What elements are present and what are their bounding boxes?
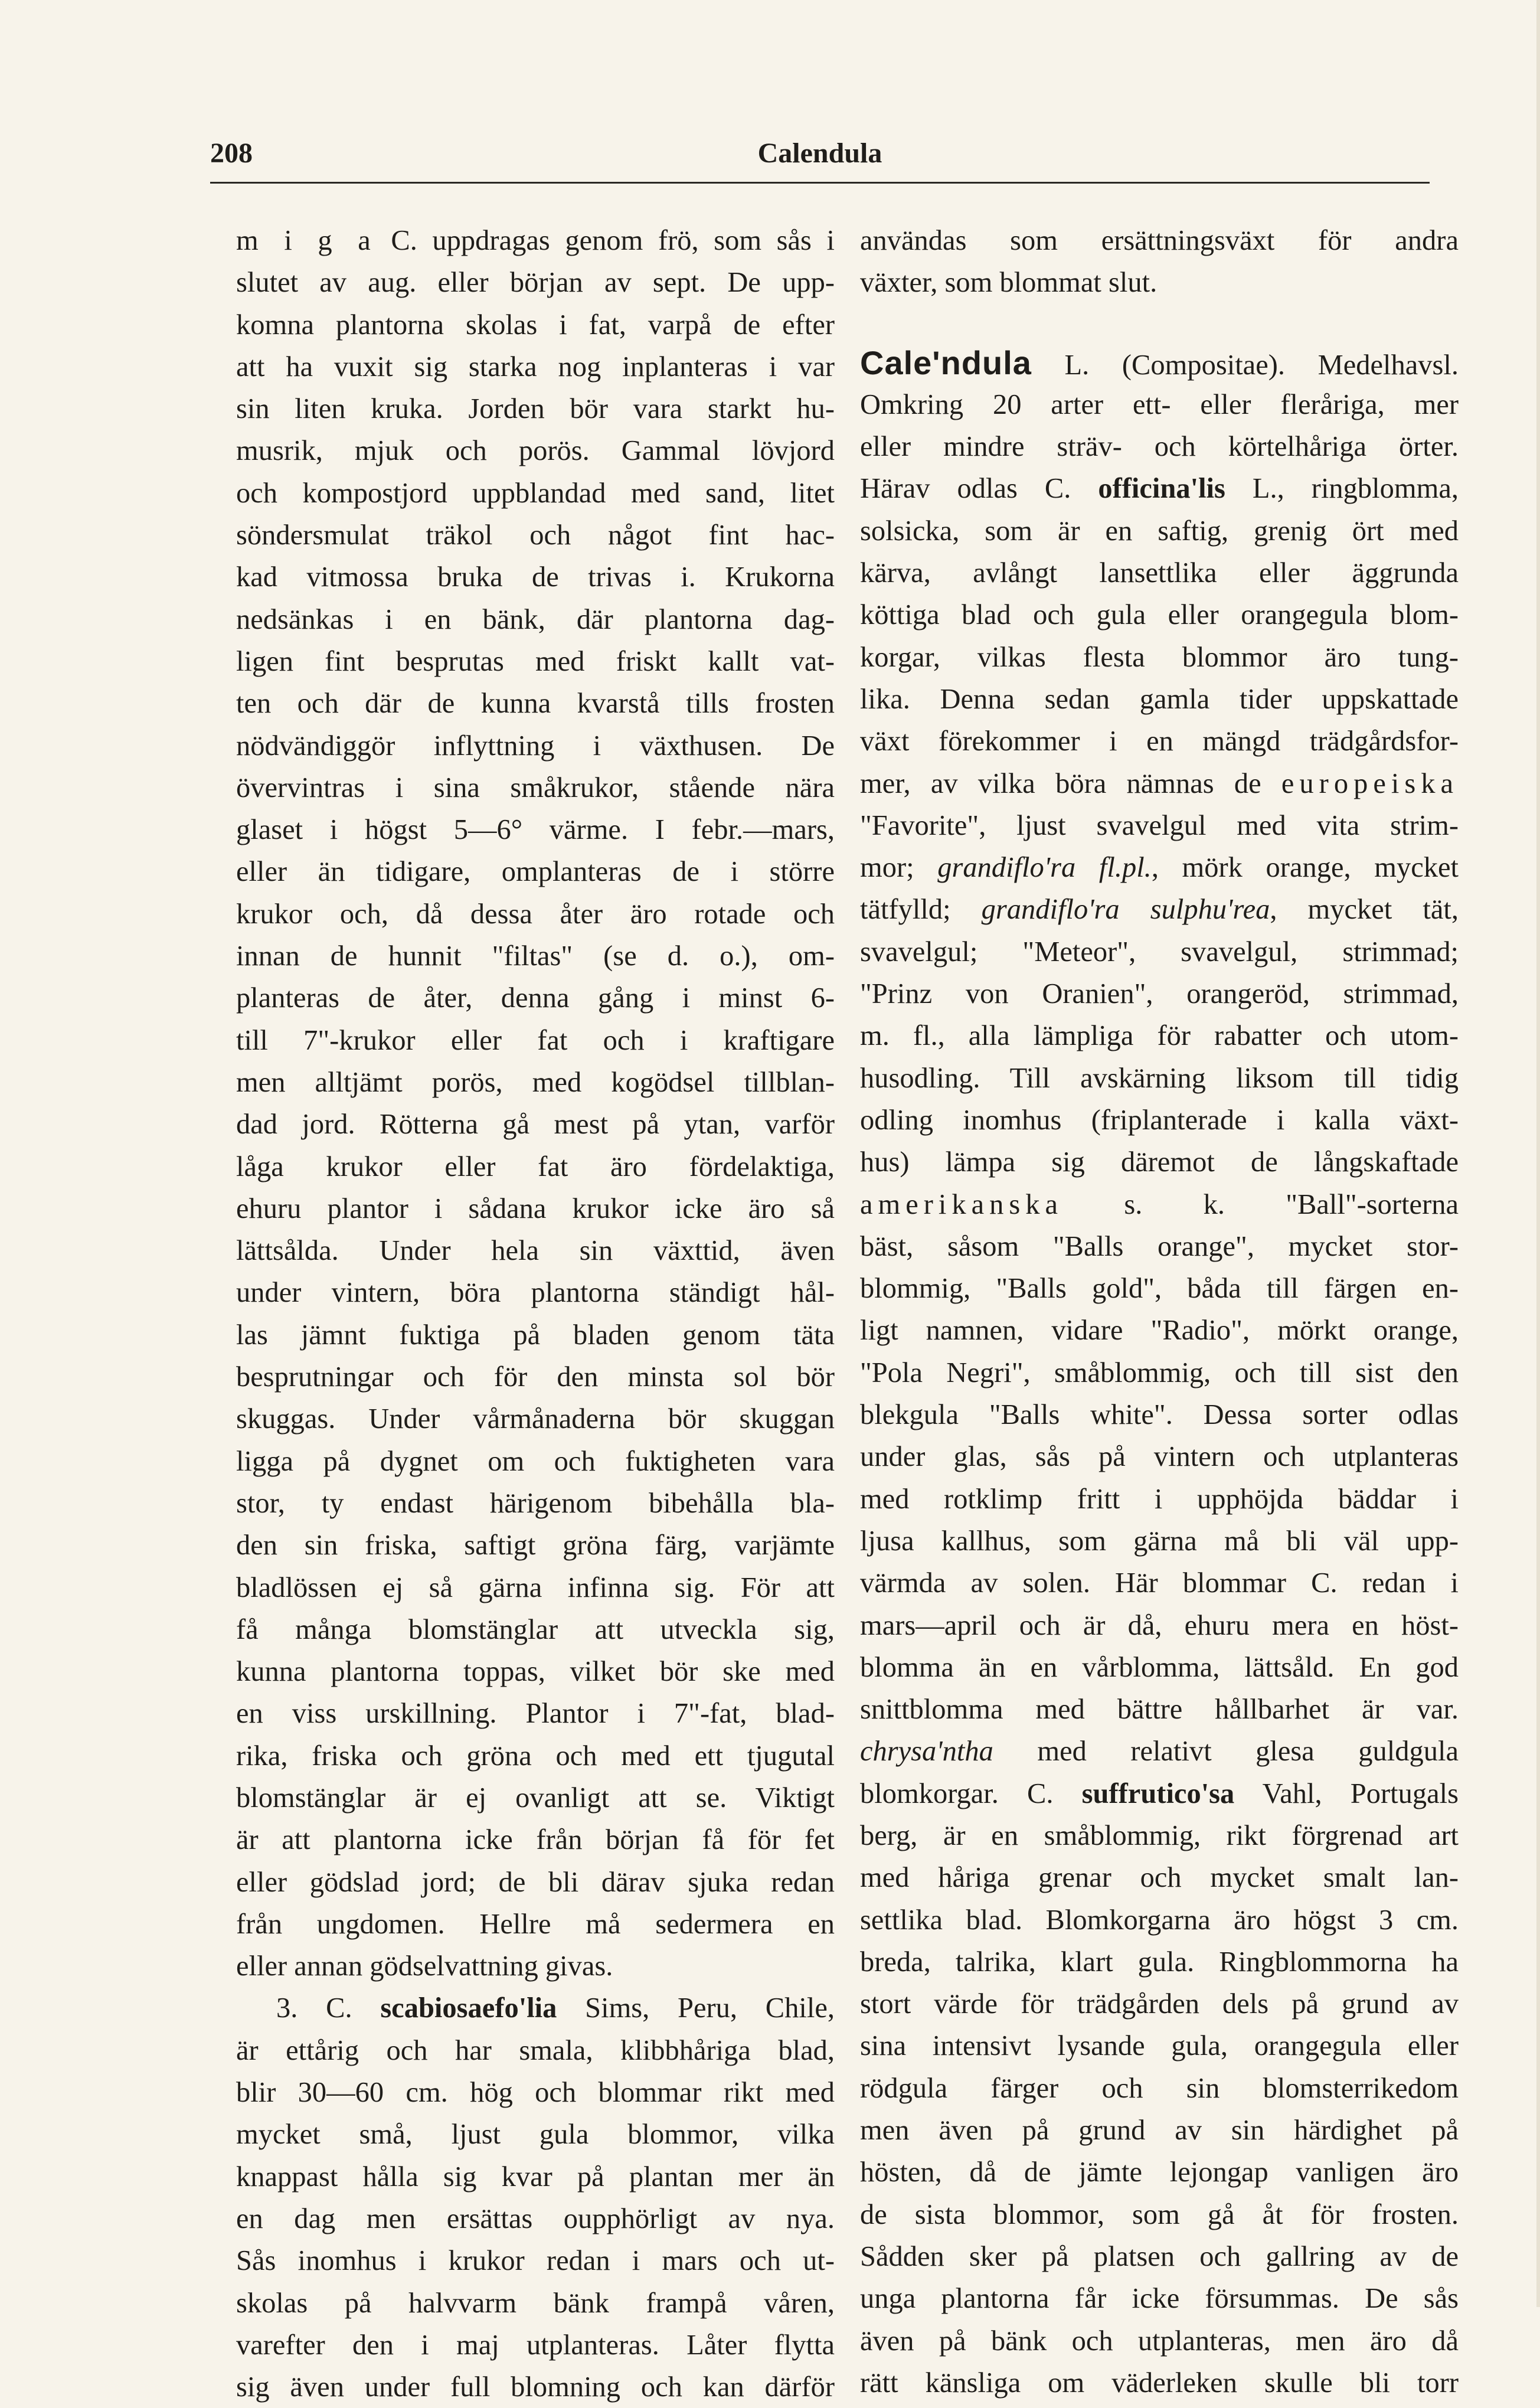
text-line: hus) lämpa sig däremot de långskaftade — [860, 1146, 1459, 1178]
text-line: söndersmulat träkol och något fint hac- — [236, 519, 835, 551]
text-line: den sin friska, saftigt gröna färg, varjämte — [236, 1530, 835, 1561]
text-line: blekgula "Balls white". Dessa sorter odlas — [860, 1399, 1459, 1431]
text-line: få många blomstänglar att utveckla sig, — [236, 1613, 835, 1645]
text-line: är att plantorna icke från början få för fet — [236, 1824, 835, 1856]
text-span: C. uppdragas genom frö, som sås i — [375, 225, 835, 256]
text-span: med relativt glesa guldgula — [993, 1736, 1459, 1767]
text-line: musrik, mjuk och porös. Gammal lövjord — [236, 435, 835, 467]
text-line: husodling. Till avskärning liksom till tidig — [860, 1062, 1459, 1094]
cultivar-name: grandiflo'ra fl.pl. — [937, 852, 1152, 884]
text-line: kad vitmossa bruka de trivas i. Krukorna — [236, 561, 835, 593]
text-line: Omkring 20 arter ett- eller fleråriga, mer — [860, 388, 1459, 420]
text-line: besprutningar och för den minsta sol bör — [236, 1361, 835, 1393]
species-name: scabiosaefo'lia — [380, 1992, 557, 2024]
text-line: mycket små, ljust gula blommor, vilka — [236, 2119, 835, 2151]
text-line: ten och där de kunna kvarstå tills frosten — [236, 688, 835, 720]
text-line: växt förekommer i en mängd trädgårdsfor- — [860, 726, 1459, 757]
text-line: Sådden sker på platsen och gallring av de — [860, 2240, 1459, 2272]
text-line: rödgula färger och sin blomsterrikedom — [860, 2072, 1459, 2104]
text-line: varefter den i maj utplanteras. Låter flytta — [236, 2329, 835, 2361]
text-line: blomstänglar är ej ovanligt att se. Viktigt — [236, 1782, 835, 1814]
text-line: sina intensivt lysande gula, orangegula eller — [860, 2030, 1459, 2062]
text-span: mor; — [860, 852, 938, 884]
right-column — [860, 220, 1459, 2399]
page-header — [210, 137, 1430, 185]
text-line: planteras de åter, denna gång i minst 6- — [236, 982, 835, 1014]
page-number: 208 — [210, 138, 253, 169]
text-line — [860, 763, 1459, 805]
text-line: ligen fint besprutas med friskt kallt vat- — [236, 645, 835, 677]
genus-name: Cale'ndula — [860, 344, 1032, 381]
text-line — [860, 847, 1459, 888]
text-line: "Pola Negri", småblommig, och till sist den — [860, 1357, 1459, 1388]
text-line: eller gödslad jord; de bli därav sjuka redan — [236, 1866, 835, 1898]
spaced-word: europeiska — [1281, 767, 1459, 799]
text-line: de sista blommor, som gå åt för frosten. — [860, 2198, 1459, 2230]
text-line: till 7"-krukor eller fat och i kraftigare — [236, 1024, 835, 1056]
text-line: nedsänkas i en bänk, där plantorna dag- — [236, 603, 835, 635]
running-head: Calendula — [757, 138, 882, 169]
text-line: sin liten kruka. Jorden bör vara starkt hu- — [236, 393, 835, 425]
text-line: bäst, såsom "Balls orange", mycket stor- — [860, 1230, 1459, 1262]
text-span: L., ringblomma, — [1225, 473, 1459, 505]
text-line: rätt känsliga om väderleken skulle bli torr — [860, 2367, 1459, 2399]
text-line: "Prinz von Oranien", orangeröd, strimmad, — [860, 978, 1459, 1010]
text-line: solsicka, som är en saftig, grenig ört med — [860, 515, 1459, 547]
text-line: en dag men ersättas oupphörligt av nya. — [236, 2203, 835, 2234]
text-line: knappast hålla sig kvar på plantan mer än — [236, 2161, 835, 2193]
text-line: eller än tidigare, omplanteras de i större — [236, 856, 835, 888]
text-line: med håriga grenar och mycket smalt lan- — [860, 1862, 1459, 1894]
text-line: nödvändiggör inflyttning i växthusen. De — [236, 730, 835, 762]
text-line: under glas, sås på vintern och utplanteras — [860, 1441, 1459, 1473]
text-line: växter, som blommat slut. — [860, 267, 1158, 299]
text-span: tätfylld; — [860, 894, 982, 926]
text-line: övervintras i sina småkrukor, stående nära — [236, 772, 835, 803]
text-span: , mörk orange, mycket — [1151, 852, 1459, 884]
text-line: bladlössen ej så gärna infinna sig. För att — [236, 1571, 835, 1603]
text-line: lika. Denna sedan gamla tider uppskattade — [860, 683, 1459, 715]
text-span: mer, av vilka böra nämnas de — [860, 767, 1281, 799]
species-name: officina'lis — [1098, 473, 1225, 505]
text-line: användas som ersättningsväxt för andra — [860, 225, 1459, 256]
text-line: eller mindre sträv- och körtelhåriga örter. — [860, 431, 1459, 463]
text-line: blomma än en vårblomma, lättsåld. En god — [860, 1651, 1459, 1683]
text-line: ljusa kallhus, som gärna må bli väl upp- — [860, 1525, 1459, 1557]
text-line: eller annan gödselvattning givas. — [236, 1950, 613, 1982]
text-span: Härav odlas C. — [860, 473, 1098, 505]
text-line — [860, 888, 1459, 930]
text-line: svavelgul; "Meteor", svavelgul, strimmad; — [860, 936, 1459, 968]
text-span: 3. C. — [276, 1992, 381, 2024]
species-name: suffrutico'sa — [1081, 1778, 1235, 1809]
text-line: ligga på dygnet om och fuktigheten vara — [236, 1445, 835, 1477]
text-span: , mycket tät, — [1270, 894, 1459, 926]
text-line: innan de hunnit "filtas" (se d. o.), om- — [236, 940, 835, 972]
text-line: berg, är en småblommig, rikt förgrenad art — [860, 1819, 1459, 1851]
text-line: från ungdomen. Hellre må sedermera en — [236, 1908, 835, 1940]
text-line: lättsålda. Under hela sin växttid, även — [236, 1235, 835, 1267]
text-line: med rotklimp fritt i upphöjda bäddar i — [860, 1483, 1459, 1515]
text-span: Sims, Peru, Chile, — [557, 1992, 835, 2024]
text-line: "Favorite", ljust svavelgul med vita strim- — [860, 809, 1459, 841]
text-line: krukor och, då dessa åter äro rotade och — [236, 898, 835, 930]
text-line: är ettårig och har smala, klibbhåriga blad, — [236, 2034, 835, 2066]
text-span: s. k. "Ball"-sorterna — [1063, 1188, 1459, 1220]
text-line: dad jord. Rötterna gå mest på ytan, varför — [236, 1109, 835, 1141]
text-line: stor, ty endast härigenom bibehålla bla- — [236, 1487, 835, 1519]
text-line: skuggas. Under vårmånaderna bör skuggan — [236, 1403, 835, 1435]
text-line: låga krukor eller fat äro fördelaktiga, — [236, 1151, 835, 1182]
text-line: köttiga blad och gula eller orangegula blom- — [860, 599, 1459, 631]
text-line: snittblomma med bättre hållbarhet är var. — [860, 1694, 1459, 1726]
text-line: värmda av solen. Här blommar C. redan i — [860, 1567, 1459, 1599]
page-edge — [1536, 0, 1540, 2307]
text-line: breda, talrika, klart gula. Ringblommorna ha — [860, 1946, 1459, 1978]
text-line: kunna plantorna toppas, vilket bör ske med — [236, 1656, 835, 1688]
cultivar-name: grandiflo'ra sulphu'rea — [981, 894, 1270, 926]
text-line: las jämnt fuktiga på bladen genom täta — [236, 1319, 835, 1351]
text-line: att ha vuxit sig starka nog inplanteras i var — [236, 351, 835, 383]
species-heading-line — [236, 1987, 835, 2029]
text-line: även på bänk och utplanteras, men äro då — [860, 2325, 1459, 2357]
text-line: glaset i högst 5—6° värme. I febr.—mars, — [236, 814, 835, 846]
text-line: Sås inomhus i krukor redan i mars och ut- — [236, 2245, 835, 2277]
text-line: ligt namnen, vidare "Radio", mörkt orange, — [860, 1315, 1459, 1347]
text-line: sig även under full blomning och kan därför — [236, 2371, 835, 2403]
text-span: Vahl, Portugals — [1234, 1778, 1459, 1809]
text-line: m. fl., alla lämpliga för rabatter och utom- — [860, 1020, 1459, 1052]
spaced-word: amerikanska — [860, 1188, 1064, 1220]
genus-heading-line — [860, 342, 1459, 384]
text-line: stort värde för trädgården dels på grund av — [860, 1988, 1459, 2020]
text-span: blomkorgar. C. — [860, 1778, 1082, 1809]
text-line — [860, 1730, 1459, 1772]
text-line: blommig, "Balls gold", båda till färgen en- — [860, 1273, 1459, 1305]
text-line: odling inomhus (friplanterade i kalla växt- — [860, 1104, 1459, 1136]
text-line: skolas på halvvarm bänk frampå våren, — [236, 2287, 835, 2319]
text-line — [860, 1773, 1459, 1815]
header-rule — [210, 182, 1430, 184]
text-line: mars—april och är då, ehuru mera en höst- — [860, 1609, 1459, 1641]
text-line: men även på grund av sin härdighet på — [860, 2115, 1459, 2146]
text-line: ehuru plantor i sådana krukor icke äro så — [236, 1192, 835, 1224]
text-line: blir 30—60 cm. hög och blommar rikt med — [236, 2077, 835, 2109]
text-line — [860, 468, 1459, 509]
left-column — [236, 220, 835, 2403]
text-line: men alltjämt porös, med kogödsel tillblan- — [236, 1066, 835, 1098]
text-line: korgar, vilkas flesta blommor äro tung- — [860, 641, 1459, 673]
text-span: L. (Compositae). Medelhavsl. — [1031, 349, 1459, 381]
text-line: slutet av aug. eller början av sept. De upp- — [236, 267, 835, 299]
spaced-word: m i g a — [236, 225, 376, 256]
cultivar-name: chrysa'ntha — [860, 1736, 993, 1767]
text-line: en viss urskillning. Plantor i 7"-fat, blad- — [236, 1698, 835, 1730]
text-line: komna plantorna skolas i fat, varpå de efter — [236, 309, 835, 341]
text-line — [860, 1184, 1459, 1226]
text-line: settlika blad. Blomkorgarna äro högst 3 cm. — [860, 1904, 1459, 1936]
text-line: under vintern, böra plantorna ständigt hål- — [236, 1277, 835, 1309]
text-line — [236, 220, 835, 262]
text-line: rika, friska och gröna och med ett tjugutal — [236, 1740, 835, 1772]
text-line: och kompostjord uppblandad med sand, litet — [236, 477, 835, 509]
text-line: kärva, avlångt lansettlika eller äggrunda — [860, 557, 1459, 589]
text-line: unga plantorna får icke försummas. De sås — [860, 2283, 1459, 2315]
text-line: hösten, då de jämte lejongap vanligen äro — [860, 2157, 1459, 2188]
